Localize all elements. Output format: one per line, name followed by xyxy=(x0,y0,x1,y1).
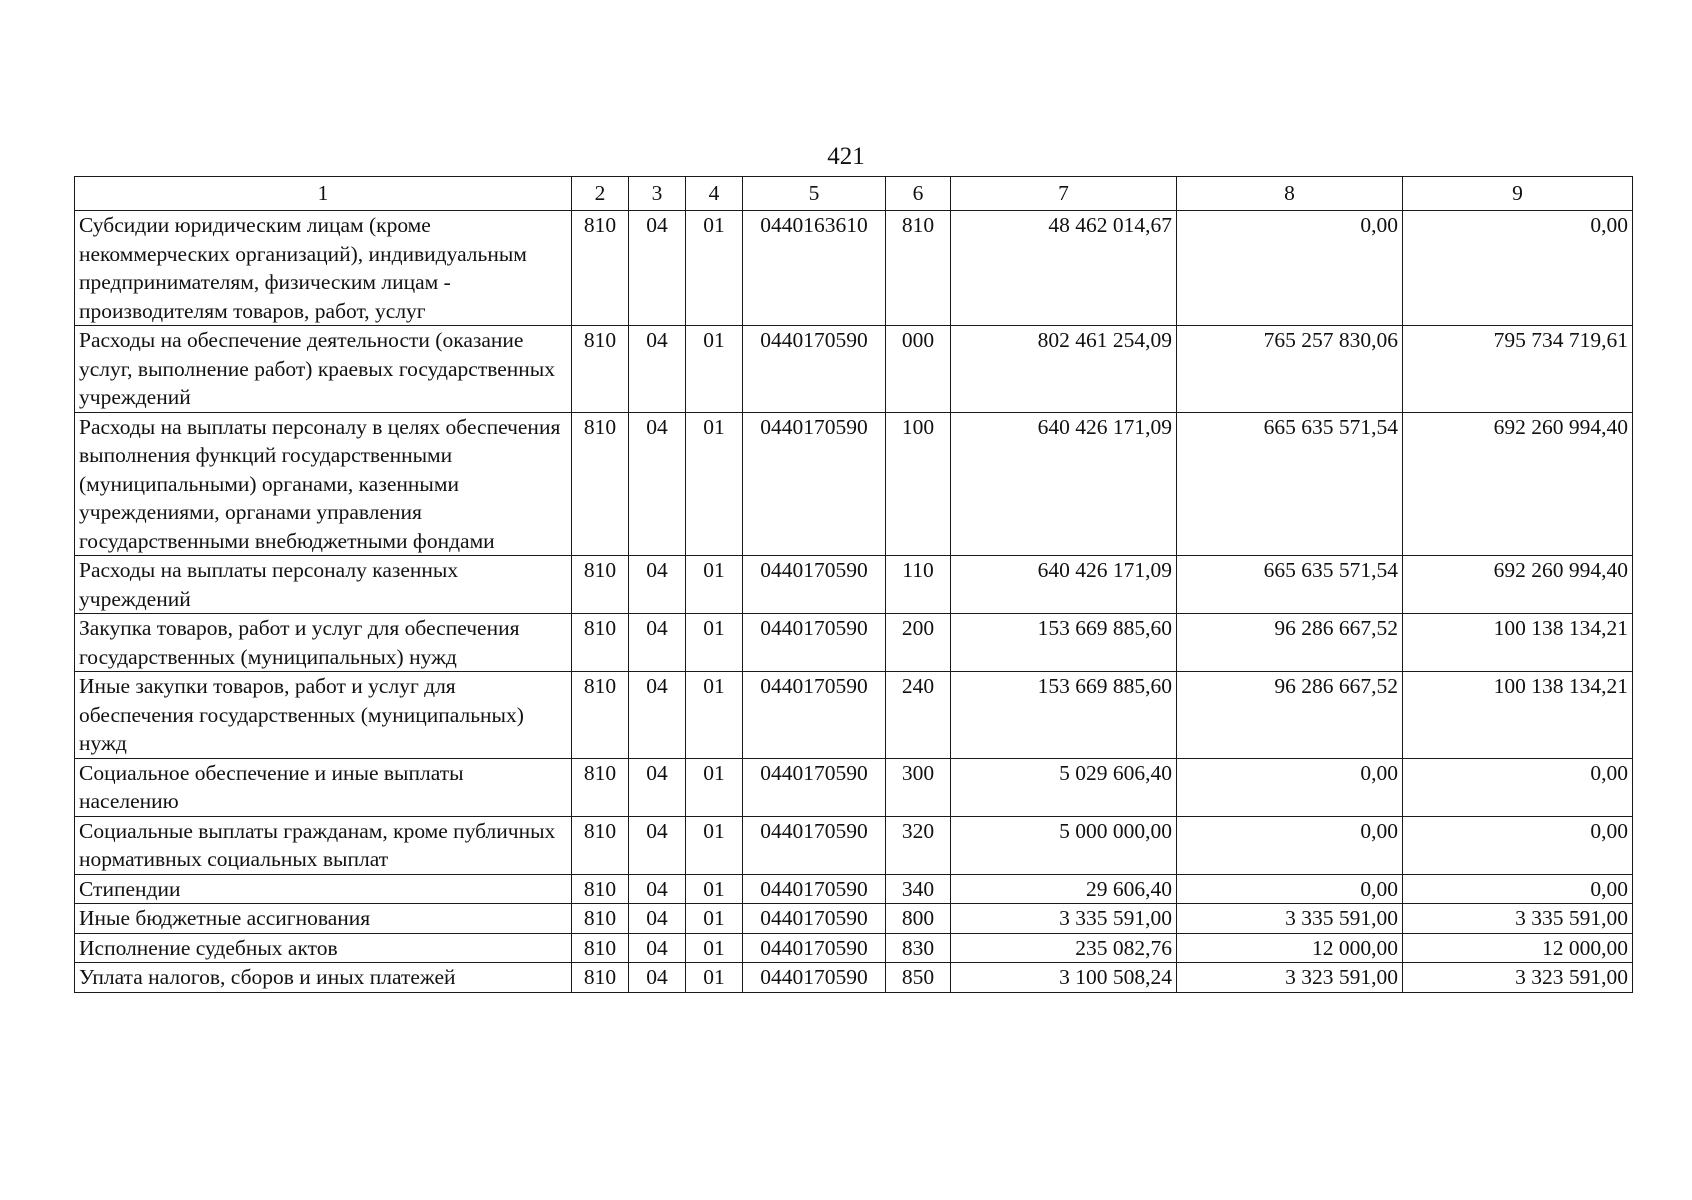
code-cell: 0440170590 xyxy=(743,412,886,556)
code-cell: 810 xyxy=(572,758,629,816)
code-cell: 810 xyxy=(572,672,629,759)
code-cell: 110 xyxy=(886,556,951,614)
amount-cell: 0,00 xyxy=(1403,211,1633,326)
amount-cell: 0,00 xyxy=(1403,874,1633,904)
code-cell: 0440170590 xyxy=(743,614,886,672)
code-cell: 240 xyxy=(886,672,951,759)
code-cell: 04 xyxy=(629,904,686,934)
amount-cell: 3 335 591,00 xyxy=(1177,904,1403,934)
code-cell: 0440170590 xyxy=(743,963,886,993)
table-row xyxy=(75,326,1633,413)
code-cell: 0440170590 xyxy=(743,933,886,963)
code-cell: 01 xyxy=(686,874,743,904)
amount-cell: 12 000,00 xyxy=(1403,933,1633,963)
code-cell: 810 xyxy=(572,874,629,904)
amount-cell: 100 138 134,21 xyxy=(1403,672,1633,759)
amount-cell: 3 323 591,00 xyxy=(1177,963,1403,993)
code-cell: 01 xyxy=(686,933,743,963)
code-cell: 810 xyxy=(572,816,629,874)
amount-cell: 3 323 591,00 xyxy=(1403,963,1633,993)
table-row xyxy=(75,412,1633,556)
amount-cell: 802 461 254,09 xyxy=(951,326,1177,413)
code-cell: 810 xyxy=(572,556,629,614)
code-cell: 01 xyxy=(686,758,743,816)
code-cell: 810 xyxy=(572,963,629,993)
code-cell: 01 xyxy=(686,614,743,672)
code-cell: 100 xyxy=(886,412,951,556)
code-cell: 04 xyxy=(629,758,686,816)
column-header: 3 xyxy=(629,177,686,211)
amount-cell: 0,00 xyxy=(1177,211,1403,326)
amount-cell: 0,00 xyxy=(1403,758,1633,816)
amount-cell: 0,00 xyxy=(1403,816,1633,874)
column-header: 9 xyxy=(1403,177,1633,211)
code-cell: 04 xyxy=(629,672,686,759)
table-row xyxy=(75,816,1633,874)
code-cell: 04 xyxy=(629,556,686,614)
amount-cell: 153 669 885,60 xyxy=(951,614,1177,672)
amount-cell: 12 000,00 xyxy=(1177,933,1403,963)
column-header: 2 xyxy=(572,177,629,211)
amount-cell: 692 260 994,40 xyxy=(1403,412,1633,556)
code-cell: 04 xyxy=(629,614,686,672)
table-row xyxy=(75,904,1633,934)
code-cell: 200 xyxy=(886,614,951,672)
budget-table xyxy=(74,176,1633,993)
table-row xyxy=(75,556,1633,614)
code-cell: 810 xyxy=(572,614,629,672)
code-cell: 01 xyxy=(686,672,743,759)
amount-cell: 96 286 667,52 xyxy=(1177,614,1403,672)
amount-cell: 765 257 830,06 xyxy=(1177,326,1403,413)
code-cell: 320 xyxy=(886,816,951,874)
code-cell: 300 xyxy=(886,758,951,816)
amount-cell: 29 606,40 xyxy=(951,874,1177,904)
expense-name: Расходы на выплаты персоналу казенных учреждений xyxy=(75,556,572,614)
column-header: 5 xyxy=(743,177,886,211)
code-cell: 01 xyxy=(686,412,743,556)
expense-name: Расходы на выплаты персоналу в целях обеспечения выполнения функций государственными (муниципальными) органами, казенными учреждениями, органами управления государственными внебюджетными фондами xyxy=(75,412,572,556)
code-cell: 01 xyxy=(686,556,743,614)
amount-cell: 5 000 000,00 xyxy=(951,816,1177,874)
code-cell: 000 xyxy=(886,326,951,413)
table-row xyxy=(75,963,1633,993)
expense-name: Исполнение судебных актов xyxy=(75,933,572,963)
amount-cell: 640 426 171,09 xyxy=(951,556,1177,614)
code-cell: 01 xyxy=(686,816,743,874)
amount-cell: 665 635 571,54 xyxy=(1177,412,1403,556)
code-cell: 0440170590 xyxy=(743,758,886,816)
code-cell: 04 xyxy=(629,326,686,413)
expense-name: Субсидии юридическим лицам (кроме некоммерческих организаций), индивидуальным предпринимателям, физическим лицам - производителям товаров, работ, услуг xyxy=(75,211,572,326)
code-cell: 04 xyxy=(629,211,686,326)
expense-name: Иные бюджетные ассигнования xyxy=(75,904,572,934)
code-cell: 0440170590 xyxy=(743,904,886,934)
amount-cell: 640 426 171,09 xyxy=(951,412,1177,556)
amount-cell: 48 462 014,67 xyxy=(951,211,1177,326)
expense-name: Социальные выплаты гражданам, кроме публичных нормативных социальных выплат xyxy=(75,816,572,874)
table-row xyxy=(75,874,1633,904)
amount-cell: 0,00 xyxy=(1177,816,1403,874)
amount-cell: 665 635 571,54 xyxy=(1177,556,1403,614)
code-cell: 04 xyxy=(629,933,686,963)
column-header: 6 xyxy=(886,177,951,211)
code-cell: 0440170590 xyxy=(743,874,886,904)
column-header: 7 xyxy=(951,177,1177,211)
code-cell: 0440170590 xyxy=(743,326,886,413)
amount-cell: 96 286 667,52 xyxy=(1177,672,1403,759)
code-cell: 850 xyxy=(886,963,951,993)
column-header: 4 xyxy=(686,177,743,211)
code-cell: 01 xyxy=(686,904,743,934)
code-cell: 340 xyxy=(886,874,951,904)
amount-cell: 0,00 xyxy=(1177,874,1403,904)
code-cell: 810 xyxy=(572,904,629,934)
code-cell: 01 xyxy=(686,211,743,326)
expense-name: Закупка товаров, работ и услуг для обеспечения государственных (муниципальных) нужд xyxy=(75,614,572,672)
code-cell: 04 xyxy=(629,412,686,556)
code-cell: 810 xyxy=(886,211,951,326)
code-cell: 01 xyxy=(686,963,743,993)
amount-cell: 153 669 885,60 xyxy=(951,672,1177,759)
table-body xyxy=(75,211,1633,993)
header-row xyxy=(75,177,1633,211)
code-cell: 810 xyxy=(572,933,629,963)
table-row xyxy=(75,758,1633,816)
expense-name: Расходы на обеспечение деятельности (оказание услуг, выполнение работ) краевых государственных учреждений xyxy=(75,326,572,413)
expense-name: Иные закупки товаров, работ и услуг для обеспечения государственных (муниципальных) нужд xyxy=(75,672,572,759)
table-row xyxy=(75,614,1633,672)
amount-cell: 795 734 719,61 xyxy=(1403,326,1633,413)
code-cell: 0440170590 xyxy=(743,556,886,614)
code-cell: 0440170590 xyxy=(743,816,886,874)
amount-cell: 3 100 508,24 xyxy=(951,963,1177,993)
amount-cell: 235 082,76 xyxy=(951,933,1177,963)
code-cell: 810 xyxy=(572,326,629,413)
expense-name: Социальное обеспечение и иные выплаты населению xyxy=(75,758,572,816)
code-cell: 04 xyxy=(629,816,686,874)
expense-name: Стипендии xyxy=(75,874,572,904)
code-cell: 830 xyxy=(886,933,951,963)
amount-cell: 692 260 994,40 xyxy=(1403,556,1633,614)
amount-cell: 100 138 134,21 xyxy=(1403,614,1633,672)
column-header: 1 xyxy=(75,177,572,211)
code-cell: 04 xyxy=(629,963,686,993)
code-cell: 0440163610 xyxy=(743,211,886,326)
table-row xyxy=(75,211,1633,326)
expense-name: Уплата налогов, сборов и иных платежей xyxy=(75,963,572,993)
amount-cell: 0,00 xyxy=(1177,758,1403,816)
code-cell: 810 xyxy=(572,211,629,326)
table-row xyxy=(75,672,1633,759)
code-cell: 04 xyxy=(629,874,686,904)
code-cell: 800 xyxy=(886,904,951,934)
column-header: 8 xyxy=(1177,177,1403,211)
amount-cell: 5 029 606,40 xyxy=(951,758,1177,816)
code-cell: 0440170590 xyxy=(743,672,886,759)
code-cell: 01 xyxy=(686,326,743,413)
code-cell: 810 xyxy=(572,412,629,556)
page-number: 421 xyxy=(827,143,865,170)
amount-cell: 3 335 591,00 xyxy=(951,904,1177,934)
table-row xyxy=(75,933,1633,963)
amount-cell: 3 335 591,00 xyxy=(1403,904,1633,934)
